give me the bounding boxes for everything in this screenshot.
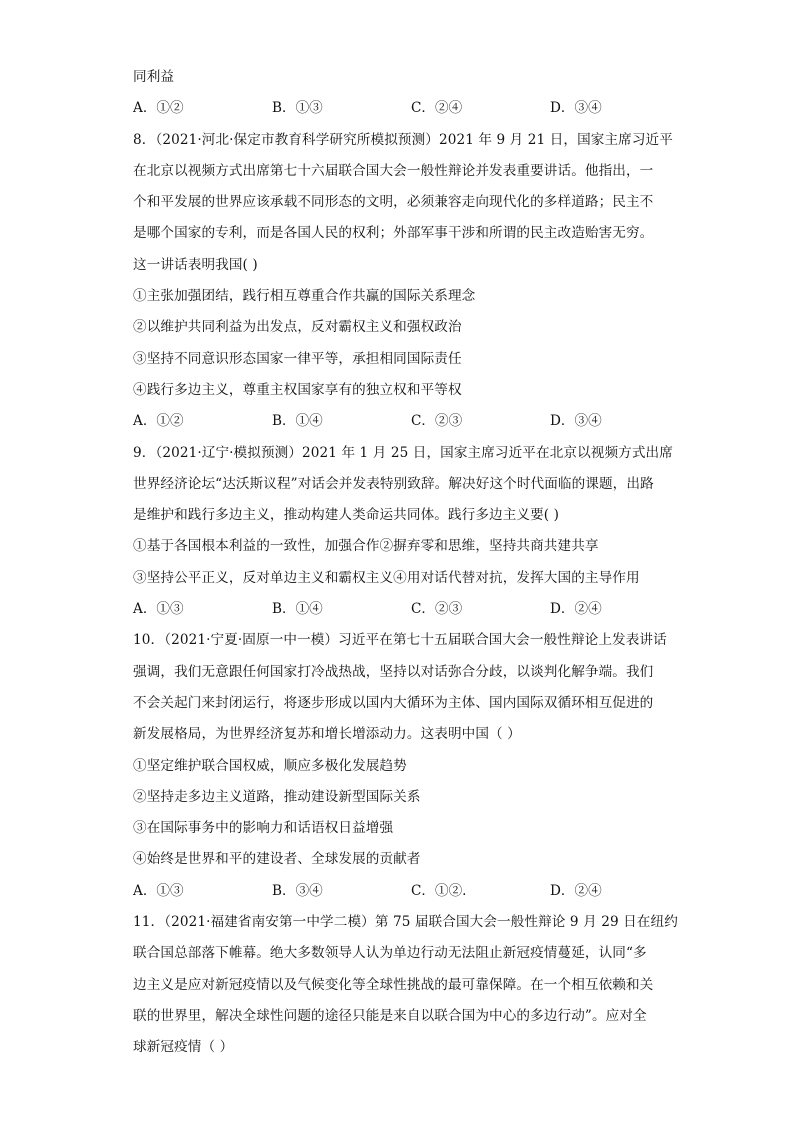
option-c: C．①②. xyxy=(411,882,467,899)
option-a: A．①② xyxy=(133,413,184,430)
q9-item: ①基于各国根本利益的一致性，加强合作②摒弃零和思维，坚持共商共建共享 xyxy=(133,538,599,555)
q8-options xyxy=(133,406,673,437)
q10-stem-line: 强调，我们无意跟任何国家打冷战热战，坚持以对话弥合分歧，以谈判化解争端。我们 xyxy=(133,663,654,680)
q10-options xyxy=(133,876,673,907)
q7-options xyxy=(133,93,673,124)
option-a: A．①③ xyxy=(133,601,184,618)
q11-stem-line: 联合国总部落下帷幕。绝大多数领导人认为单边行动无法阻止新冠疫情蔓延，认同“多 xyxy=(133,945,647,962)
option-c: C．②④ xyxy=(411,100,463,117)
q8-stem-line: 在北京以视频方式出席第七十六届联合国大会一般性辩论并发表重要讲话。他指出，一 xyxy=(133,162,654,179)
q8-stem-line: 8．（2021·河北·保定市教育科学研究所模拟预测）2021 年 9 月 21 日，国家主席习近平 xyxy=(133,131,673,148)
option-d: D．②④ xyxy=(550,882,602,899)
q10-item: ①坚定维护联合国权威，顺应多极化发展趋势 xyxy=(133,757,407,774)
q9-stem-line: 是维护和践行多边主义，推动构建人类命运共同体。践行多边主义要( ) xyxy=(133,507,560,524)
q10-item: ③在国际事务中的影响力和话语权日益增强 xyxy=(133,820,394,837)
question-content xyxy=(133,62,678,1064)
option-c: C．②③ xyxy=(411,413,463,430)
q11-stem-line: 11．（2021·福建省南安第一中学二模）第 75 届联合国大会一般性辩论 9 月 29 日在纽约 xyxy=(133,914,678,931)
option-a: A．①② xyxy=(133,100,184,117)
q8-item: ③坚持不同意识形态国家一律平等，承担相同国际责任 xyxy=(133,350,462,367)
q9-options xyxy=(133,594,673,625)
q10-item: ②坚持走多边主义道路，推动建设新型国际关系 xyxy=(133,788,421,805)
option-d: D．②④ xyxy=(550,601,602,618)
q8-stem-line: 是哪个国家的专利，而是各国人民的权利；外部军事干涉和所谓的民主改造贻害无穷。 xyxy=(133,225,654,242)
option-a: A．①③ xyxy=(133,882,184,899)
q8-item: ②以维护共同利益为出发点，反对霸权主义和强权政治 xyxy=(133,319,462,336)
q9-stem-line: 世界经济论坛“达沃斯议程”对话会并发表特别致辞。解决好这个时代面临的课题，出路 xyxy=(133,475,654,492)
q11-stem-line: 球新冠疫情（ ） xyxy=(133,1039,234,1056)
option-d: D．③④ xyxy=(550,100,602,117)
q11-stem-line: 边主义是应对新冠疫情以及气候变化等全球性挑战的最可靠保障。在一个相互依赖和关 xyxy=(133,976,654,993)
option-c: C．②③ xyxy=(411,601,463,618)
q9-item: ③坚持公平正义，反对单边主义和霸权主义④用对话代替对抗，发挥大国的主导作用 xyxy=(133,569,640,586)
q8-stem-line: 这一讲话表明我国( ) xyxy=(133,256,258,273)
q10-stem-line: 不会关起门来封闭运行，将逐步形成以国内大循环为主体、国内国际双循环相互促进的 xyxy=(133,694,654,711)
q8-item: ④践行多边主义，尊重主权国家享有的独立权和平等权 xyxy=(133,381,462,398)
q8-item: ①主张加强团结，践行相互尊重合作共赢的国际关系理念 xyxy=(133,288,476,305)
option-b: B．①④ xyxy=(272,601,323,618)
option-b: B．③④ xyxy=(272,882,323,899)
option-b: B．①③ xyxy=(272,100,323,117)
q10-item: ④始终是世界和平的建设者、全球发展的贡献者 xyxy=(133,851,421,868)
continued-text: 同利益 xyxy=(133,69,175,85)
option-b: B．①④ xyxy=(272,413,323,430)
q10-stem-line: 10．（2021·宁夏·固原一中一模）习近平在第七十五届联合国大会一般性辩论上发表讲话 xyxy=(133,632,667,649)
q11-stem-line: 联的世界里，解决全球性问题的途径只能是来自以联合国为中心的多边行动”。应对全 xyxy=(133,1007,647,1024)
q9-stem-line: 9．（2021·辽宁·模拟预测）2021 年 1 月 25 日，国家主席习近平在北京以视频方式出席 xyxy=(133,444,673,461)
q10-stem-line: 新发展格局，为世界经济复苏和增长增添动力。这表明中国（ ） xyxy=(133,726,521,743)
option-d: D．③④ xyxy=(550,413,602,430)
q8-stem-line: 个和平发展的世界应该承载不同形态的文明，必须兼容走向现代化的多样道路；民主不 xyxy=(133,194,654,211)
